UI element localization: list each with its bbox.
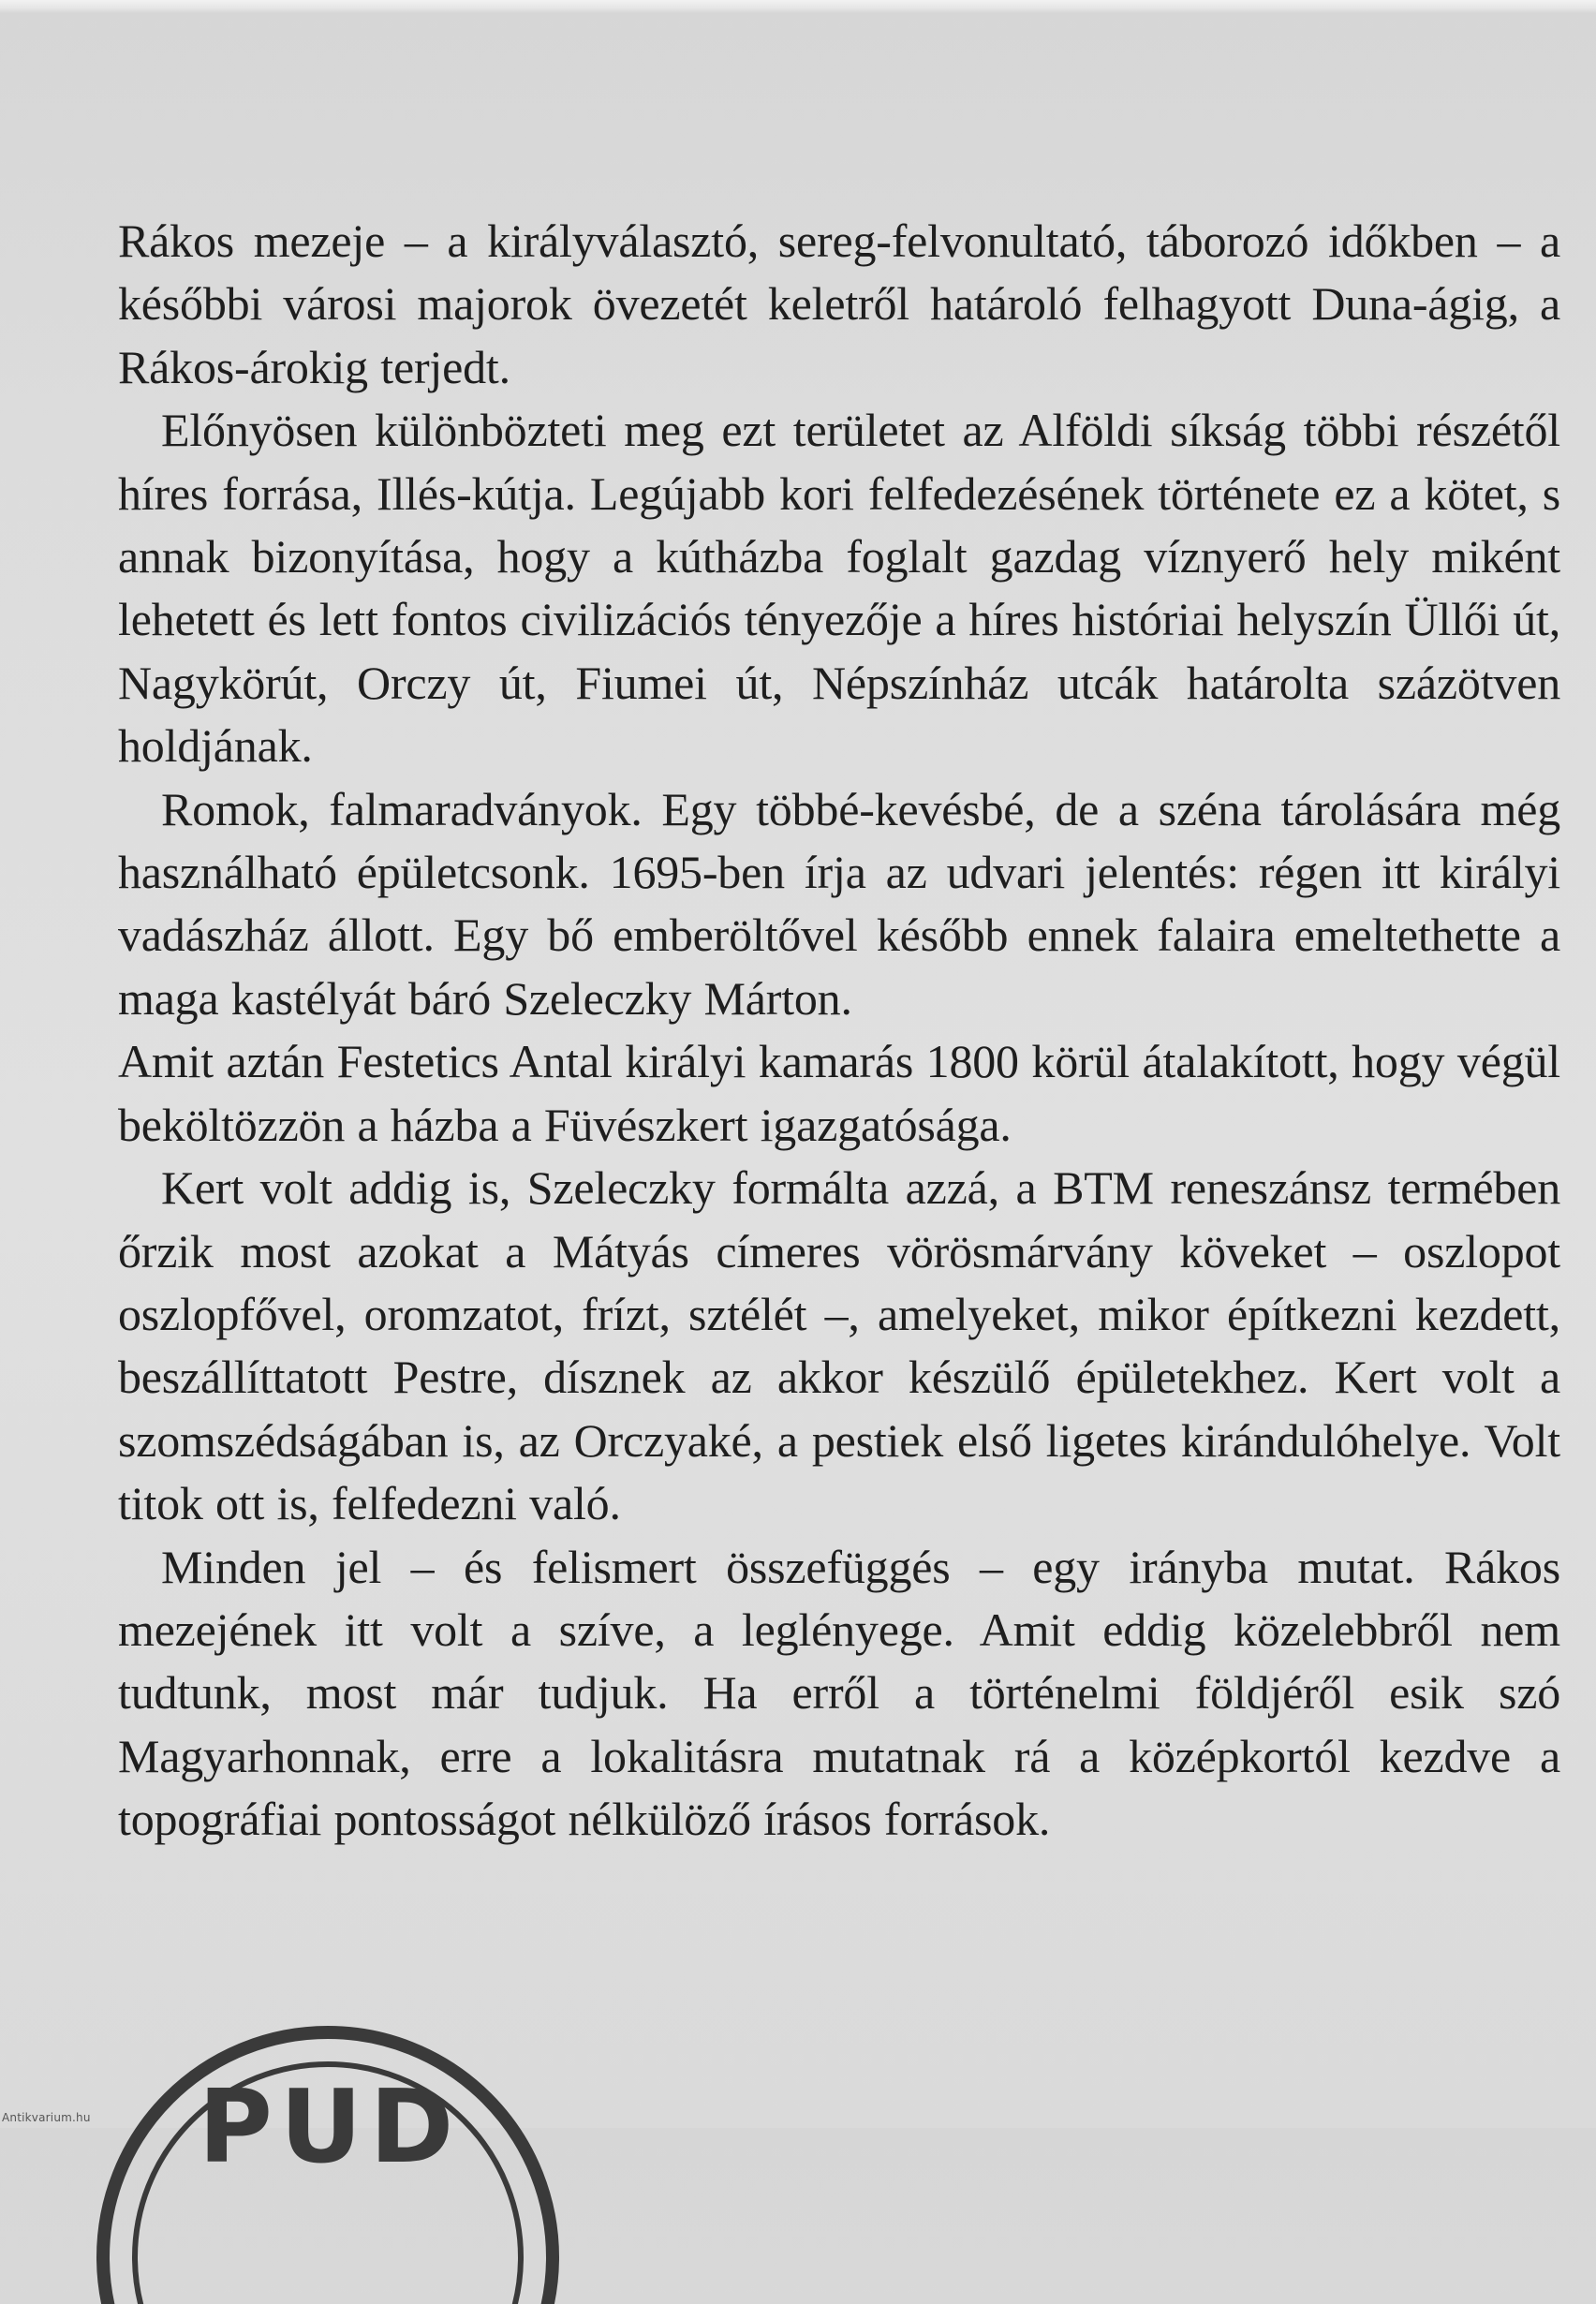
paragraph-1: Rákos mezeje – a királyválasztó, sereg-felvonultató, táborozó időkben – a későbbi városi majorok övezetét keletről határoló felhagyott Duna-ágig, a Rákos-árokig terjedt. [118,214,1560,393]
paragraph-4: Amit aztán Festetics Antal királyi kamarás 1800 körül átalakított, hogy végül beköltözzön a házba a Füvészkert igazgatósága. [118,1035,1560,1151]
paragraph-5: Kert volt addig is, Szeleczky formálta azzá, a BTM reneszánsz termében őrzik most azokat a Mátyás címeres vörösmárvány köveket – oszlopot oszlopfővel, oromzatot, frízt, sztélét –, amelyeket, mikor építkezni kezdett, beszállíttatott Pestre, dísznek az akkor készülő épületekhez. Kert volt a szomszédságában is, az Orczyaké, a pestiek első ligetes kirándulóhelye. Volt titok ott is, felfedezni való. [118,1161,1560,1530]
stamp-text: PUD [198,2069,462,2186]
library-stamp [84,2023,571,2304]
page-text [118,210,1560,1852]
paragraph-6: Minden jel – és felismert összefüggés – egy irányba mutat. Rákos mezejének itt volt a szíve, a leglényege. Amit eddig közelebbről nem tudtunk, most már tudjuk. Ha erről a történelmi földjéről esik szó Magyarhonnak, erre a lokalitásra mutatnak rá a középkortól kezdve a topográfiai pontosságot nélkülöző írásos források. [118,1540,1560,1846]
paragraph-3: Romok, falmaradványok. Egy többé-kevésbé, de a széna tárolására még használható épületcsonk. 1695-ben írja az udvari jelentés: régen itt királyi vadászház állott. Egy bő emberöltővel később ennek falaira emeltethette a maga kastélyát báró Szeleczky Márton. [118,782,1560,1025]
page-top-edge [0,0,1596,13]
paragraph-2: Előnyösen különbözteti meg ezt területet az Alföldi síkság többi részétől híres forrása, Illés-kútja. Legújabb kori felfedezésének története ez a kötet, s annak bizonyítása, hogy a kútházba foglalt gazdag víznyerő hely miként lehetett és lett fontos civilizációs tényezője a híres históriai helyszín Üllői út, Nagykörút, Orczy út, Fiumei út, Népszínház utcák határolta százötven holdjának. [118,404,1560,773]
watermark: Antikvarium.hu [2,2111,91,2124]
